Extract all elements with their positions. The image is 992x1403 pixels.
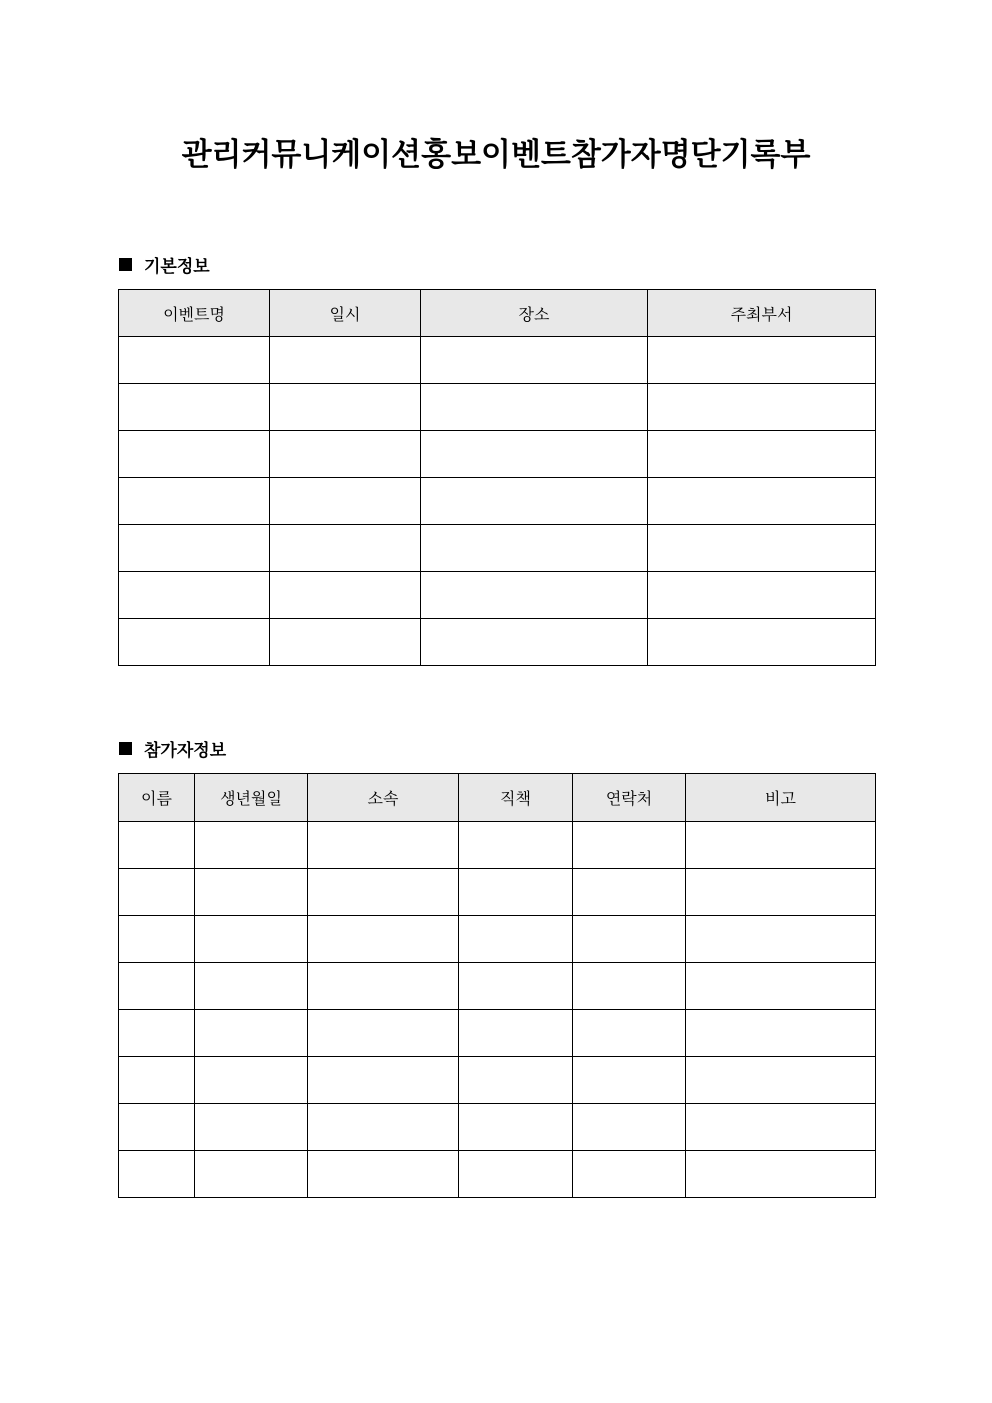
table-cell[interactable] [421,525,648,572]
table-cell[interactable] [648,431,876,478]
table-row [119,1057,876,1104]
square-bullet-icon [119,742,132,755]
table-cell[interactable] [308,869,459,916]
table-row [119,1010,876,1057]
column-header-position: 직책 [459,774,573,822]
table-cell[interactable] [421,619,648,666]
table-cell[interactable] [573,822,686,869]
table-cell[interactable] [648,619,876,666]
table-cell[interactable] [195,1151,308,1198]
table-row [119,869,876,916]
table-cell[interactable] [573,1151,686,1198]
column-header-datetime: 일시 [270,290,421,337]
table-cell[interactable] [648,337,876,384]
table-cell[interactable] [308,822,459,869]
table-cell[interactable] [648,478,876,525]
column-header-remarks: 비고 [686,774,876,822]
table-cell[interactable] [459,1057,573,1104]
table-cell[interactable] [421,337,648,384]
table-cell[interactable] [270,525,421,572]
table-cell[interactable] [195,1057,308,1104]
table-cell[interactable] [119,1104,195,1151]
table-cell[interactable] [195,1010,308,1057]
basic-info-heading [119,252,210,276]
table-cell[interactable] [119,478,270,525]
table-cell[interactable] [308,1057,459,1104]
table-cell[interactable] [270,384,421,431]
table-cell[interactable] [195,916,308,963]
table-cell[interactable] [648,384,876,431]
table-cell[interactable] [459,869,573,916]
table-cell[interactable] [119,869,195,916]
table-cell[interactable] [119,1057,195,1104]
participant-info-body [119,822,876,1198]
table-cell[interactable] [270,619,421,666]
table-cell[interactable] [119,822,195,869]
table-cell[interactable] [686,916,876,963]
document-title: 관리커뮤니케이션홍보이벤트참가자명단기록부 [181,137,811,173]
table-cell[interactable] [421,384,648,431]
table-cell[interactable] [648,525,876,572]
table-cell[interactable] [573,1057,686,1104]
table-cell[interactable] [459,963,573,1010]
table-cell[interactable] [459,916,573,963]
table-cell[interactable] [270,431,421,478]
table-row [119,963,876,1010]
column-header-contact: 연락처 [573,774,686,822]
table-cell[interactable] [119,431,270,478]
table-cell[interactable] [119,525,270,572]
table-cell[interactable] [308,1104,459,1151]
table-cell[interactable] [421,478,648,525]
participant-info-heading-label: 참가자정보 [144,740,227,761]
table-row [119,916,876,963]
table-cell[interactable] [573,1010,686,1057]
column-header-location: 장소 [421,290,648,337]
table-cell[interactable] [573,1104,686,1151]
table-cell[interactable] [270,337,421,384]
table-cell[interactable] [686,1104,876,1151]
table-cell[interactable] [119,619,270,666]
column-header-host-department: 주최부서 [648,290,876,337]
table-cell[interactable] [119,916,195,963]
table-cell[interactable] [119,1151,195,1198]
table-cell[interactable] [195,1104,308,1151]
table-row [119,431,876,478]
table-cell[interactable] [421,572,648,619]
table-row [119,337,876,384]
table-cell[interactable] [308,916,459,963]
participant-info-table [118,773,876,1198]
table-cell[interactable] [421,431,648,478]
table-row [119,572,876,619]
table-cell[interactable] [195,822,308,869]
participant-info-header-row [119,774,876,822]
table-cell[interactable] [686,1010,876,1057]
table-cell[interactable] [573,916,686,963]
basic-info-body [119,337,876,666]
table-row [119,478,876,525]
table-cell[interactable] [686,963,876,1010]
table-cell[interactable] [270,478,421,525]
table-row [119,525,876,572]
table-cell[interactable] [308,963,459,1010]
table-cell[interactable] [686,822,876,869]
table-cell[interactable] [573,963,686,1010]
column-header-birthdate: 생년월일 [195,774,308,822]
basic-info-heading-label: 기본정보 [144,256,210,277]
table-cell[interactable] [459,1104,573,1151]
table-cell[interactable] [308,1010,459,1057]
participant-info-heading [119,736,226,760]
square-bullet-icon [119,258,132,271]
table-row [119,1151,876,1198]
table-cell[interactable] [686,1151,876,1198]
table-cell[interactable] [119,572,270,619]
table-row [119,384,876,431]
table-cell[interactable] [459,1010,573,1057]
table-cell[interactable] [195,963,308,1010]
basic-info-header-row [119,290,876,337]
table-cell[interactable] [119,963,195,1010]
table-row [119,822,876,869]
column-header-event-name: 이벤트명 [119,290,270,337]
table-row [119,619,876,666]
table-cell[interactable] [119,337,270,384]
table-cell[interactable] [308,1151,459,1198]
table-cell[interactable] [459,1151,573,1198]
table-cell[interactable] [270,572,421,619]
column-header-name: 이름 [119,774,195,822]
table-row [119,1104,876,1151]
table-cell[interactable] [686,1057,876,1104]
table-cell[interactable] [573,869,686,916]
table-cell[interactable] [459,822,573,869]
table-cell[interactable] [648,572,876,619]
table-cell[interactable] [195,869,308,916]
table-cell[interactable] [119,384,270,431]
column-header-affiliation: 소속 [308,774,459,822]
table-cell[interactable] [686,869,876,916]
table-cell[interactable] [119,1010,195,1057]
basic-info-table [118,289,876,666]
